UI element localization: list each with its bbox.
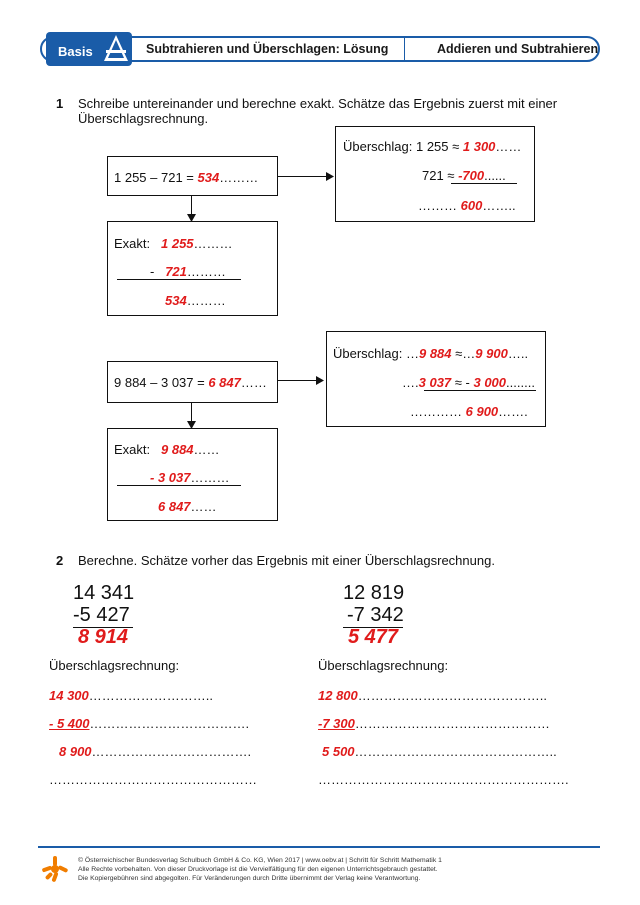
- right-row3: [322, 744, 557, 759]
- ex-a-v1: 1 255: [161, 236, 194, 251]
- ex-a-underline: [117, 279, 241, 280]
- problem-b-dots: ……: [240, 375, 267, 390]
- problem-b-ue-line3: [410, 404, 528, 419]
- left-number1: 14 341: [73, 582, 135, 604]
- task1-instruction-line1: Schreibe untereinander und berechne exakt. Schätze das Ergebnis zuerst mit einer: [78, 96, 558, 111]
- ue-b-d2: ........: [506, 375, 535, 390]
- right-number2: -7 342: [347, 604, 404, 626]
- left-ueberschlag-label: Überschlagsrechnung:: [49, 658, 180, 673]
- ue-b-p2: ….: [402, 375, 419, 390]
- right-r1-dots: ……………………………………..: [357, 688, 547, 703]
- task1-instruction-line2: Überschlagsrechnung.: [78, 111, 209, 126]
- ex-b-v1: 9 884: [161, 442, 194, 457]
- problem-b-arrow-right: [278, 380, 320, 381]
- ue-b-m2: ≈ -: [451, 375, 474, 390]
- problem-b-expression: [114, 375, 267, 390]
- problem-b-expr: 9 884 – 3 037 =: [114, 375, 209, 390]
- left-row1: [49, 688, 213, 703]
- ue-b-d1: …..: [507, 346, 529, 361]
- problem-a-ex-line3: [165, 293, 226, 308]
- right-r2-value: -7 300: [318, 716, 355, 731]
- ex-a-d1: ………: [193, 236, 233, 251]
- left-row3: [59, 744, 251, 759]
- footer-line1: © Österreichischer Bundesverlag Schulbuch GmbH & Co. KG, Wien 2017 | www.oebv.at | Schritt für Schritt Mathematik 1: [78, 857, 442, 864]
- footer-text: [78, 856, 598, 883]
- ex-b-v2: - 3 037: [150, 470, 191, 485]
- ex-b-d2: ………: [190, 470, 230, 485]
- problem-a-ex-line2: [150, 264, 226, 279]
- problem-a-arrow-down: [191, 196, 192, 216]
- problem-b-ex-line1: [114, 442, 150, 457]
- problem-b-ue-line1: [333, 346, 528, 361]
- ue-b-label: Überschlag: …: [333, 346, 419, 361]
- right-result: 5 477: [348, 626, 399, 648]
- right-number1: 12 819: [343, 582, 405, 604]
- problem-a-answer: 534: [197, 170, 220, 185]
- right-r1-value: 12 800: [318, 688, 358, 703]
- ex-a-v3: 534: [165, 293, 187, 308]
- problem-a-arrow-right: [278, 176, 330, 177]
- problem-a-dots: ………: [219, 170, 259, 185]
- ue-a-v3: 600: [460, 198, 483, 213]
- ex-b-d3: ……: [190, 499, 217, 514]
- problem-b-ex-line2: [150, 470, 229, 485]
- ex-a-p2: -: [150, 264, 155, 279]
- ex-a-d2: ………: [186, 264, 226, 279]
- left-r2-dots: ……………………………….: [89, 716, 250, 731]
- ue-a-v1: 1 300: [462, 139, 496, 154]
- arrow-right-icon: [326, 172, 334, 181]
- right-r4-dots: ………………………………………………….: [318, 772, 569, 787]
- right-row1: [318, 688, 547, 703]
- left-r4-dots: …………………………………………: [49, 772, 257, 787]
- left-r1-value: 14 300: [49, 688, 89, 703]
- ex-b-d1: ……: [193, 442, 220, 457]
- ex-b-v3: 6 847: [158, 499, 191, 514]
- section-title: Addieren und Subtrahieren: [437, 42, 599, 56]
- left-number2: -5 427: [73, 604, 130, 626]
- ex-a-v2: 721: [165, 264, 187, 279]
- right-ueberschlag-label: Überschlagsrechnung:: [318, 658, 449, 673]
- problem-a-expression: [114, 170, 258, 185]
- ue-b-d3: …….: [498, 404, 528, 419]
- left-r3-value: 8 900: [59, 744, 92, 759]
- right-r2-dots: ………………………………………: [354, 716, 550, 731]
- ex-b-label: Exakt:: [114, 442, 151, 457]
- header-divider: [404, 38, 405, 60]
- ue-a-d3: ……..: [482, 198, 516, 213]
- footer-line3: Die Kopiergebühren sind abgegolten. Für Veränderungen durch Dritte übernimmt der Verlag keine Verantwortung.: [78, 875, 421, 882]
- ue-b-v1b: 9 900: [475, 346, 508, 361]
- left-r1-dots: ………………………..: [88, 688, 213, 703]
- footer-line2: Alle Rechte vorbehalten. Von dieser Druckvorlage ist die Vervielfältigung für den eigenen Unterrichtsgebrauch gestattet.: [78, 866, 438, 873]
- problem-a-expr: 1 255 – 721 =: [114, 170, 198, 185]
- basis-label: Basis: [58, 44, 93, 59]
- ue-b-dp3: …………: [410, 404, 466, 419]
- right-r3-value: 5 500: [322, 744, 355, 759]
- left-row4: [49, 772, 257, 787]
- right-row2: [318, 716, 550, 731]
- right-row4: [318, 772, 569, 787]
- ue-a-v2: -700: [458, 168, 485, 183]
- problem-b-ex-line3: [158, 499, 217, 514]
- problem-a-ue-line3: [418, 198, 516, 213]
- problem-b-ex-line1-value: [161, 442, 220, 457]
- task1-number: 1: [56, 96, 64, 111]
- problem-b-answer: 6 847: [208, 375, 241, 390]
- problem-b-ue-line2: [402, 375, 535, 390]
- problem-b-arrow-down: [191, 403, 192, 423]
- problem-a-ue-line1: [343, 139, 521, 154]
- ue-b-v2: 3 037: [418, 375, 452, 390]
- ue-b-underline: [424, 390, 536, 391]
- triangle-icon: [102, 33, 130, 63]
- problem-a-ex-line1-value: [161, 236, 233, 251]
- arrow-right-icon: [316, 376, 324, 385]
- problem-a-ex-line1: [114, 236, 150, 251]
- ue-b-v1: 9 884: [418, 346, 452, 361]
- ex-b-underline: [117, 485, 241, 486]
- task2-number: 2: [56, 553, 64, 568]
- ue-b-v3: 6 900: [465, 404, 499, 419]
- footer-divider: [38, 846, 600, 848]
- task2-instruction: Berechne. Schätze vorher das Ergebnis mit einer Überschlagsrechnung.: [78, 553, 495, 568]
- ue-a-d2: ......: [484, 168, 506, 183]
- ue-a-p2: 721 ≈: [422, 168, 459, 183]
- left-result: 8 914: [78, 626, 129, 648]
- ue-a-d1: ……: [495, 139, 522, 154]
- ue-a-underline: [451, 183, 517, 184]
- right-r3-dots: ………………………………………..: [354, 744, 557, 759]
- problem-a-ue-line2: [422, 168, 506, 183]
- ue-b-m1: ≈…: [451, 346, 476, 361]
- oebv-logo-icon: [40, 854, 70, 884]
- ue-b-v2b: 3 000: [473, 375, 507, 390]
- ue-a-dp3: ………: [418, 198, 461, 213]
- page-title: Subtrahieren und Überschlagen: Lösung: [146, 42, 389, 56]
- ex-a-d3: ………: [186, 293, 226, 308]
- left-row2: [49, 716, 249, 731]
- ex-a-label: Exakt:: [114, 236, 151, 251]
- left-r3-dots: ……………………………….: [91, 744, 252, 759]
- left-r2-value: - 5 400: [49, 716, 90, 731]
- ue-a-label: Überschlag: 1 255 ≈: [343, 139, 463, 154]
